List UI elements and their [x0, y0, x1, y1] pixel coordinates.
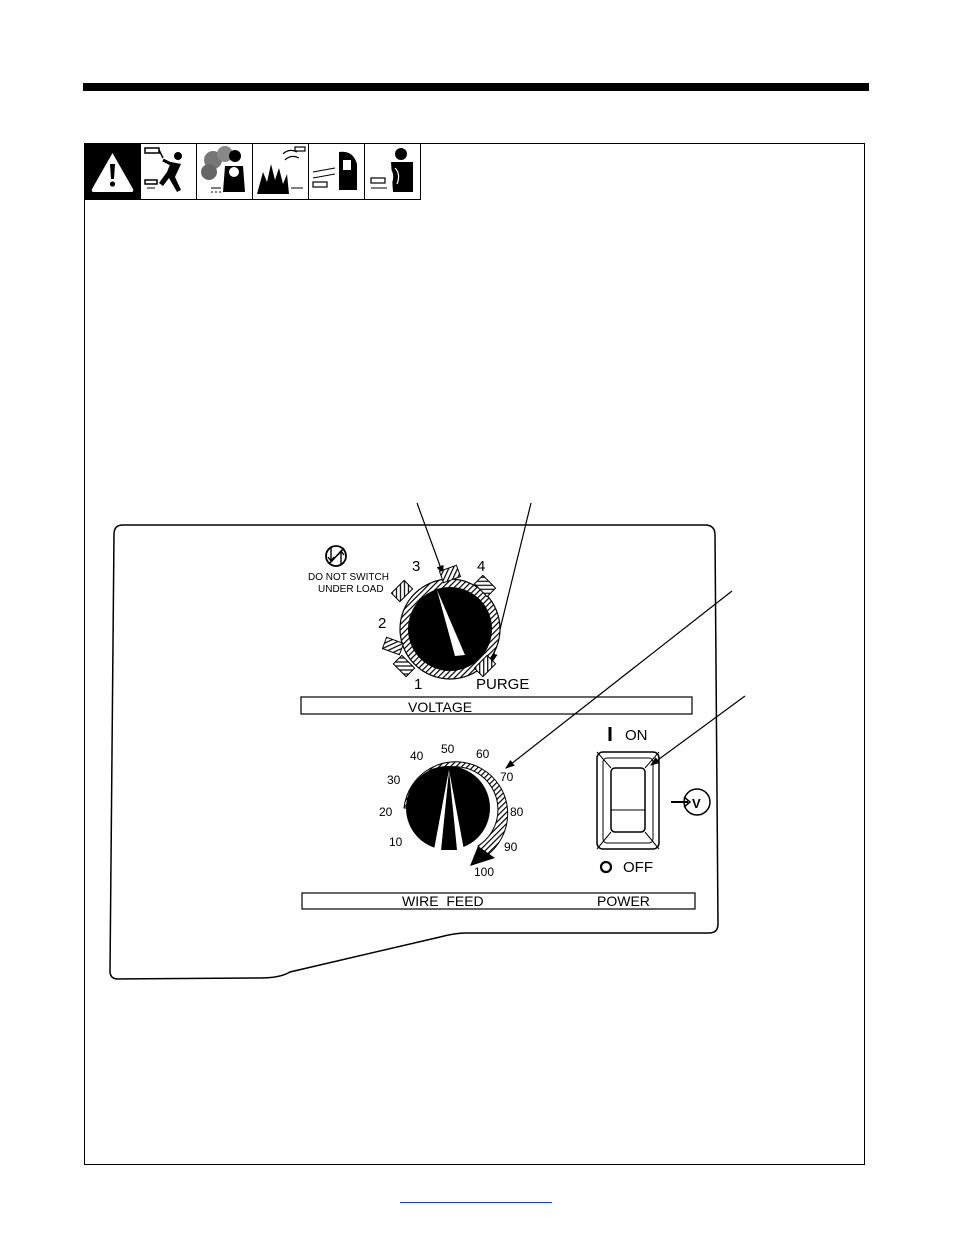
voltage-tick-3: 3: [412, 558, 421, 575]
voltage-tick-4: 4: [477, 558, 486, 575]
voltage-selector-knob[interactable]: [382, 565, 500, 679]
wire-feed-tick-30: 30: [387, 773, 401, 787]
off-symbol: [601, 862, 611, 872]
wire-feed-tick-80: 80: [510, 805, 524, 819]
wire-feed-tick-70: 70: [500, 770, 514, 784]
footer-link[interactable]: [400, 1190, 552, 1203]
voltage-tick-purge: PURGE: [476, 676, 530, 693]
callout-voltage-knob: [417, 503, 443, 574]
wire-feed-tick-20: 20: [379, 805, 393, 819]
do-not-switch-icon: [326, 546, 346, 566]
on-label: ON: [625, 727, 648, 744]
wire-feed-tick-50: 50: [441, 742, 455, 756]
voltage-label: VOLTAGE: [408, 699, 473, 715]
power-label: POWER: [597, 893, 650, 909]
voltage-tick-2: 2: [378, 615, 387, 632]
off-label: OFF: [623, 859, 653, 876]
wire-feed-tick-90: 90: [504, 840, 518, 854]
voltmeter-icon: [671, 789, 710, 815]
wire-feed-dial[interactable]: [404, 762, 508, 866]
voltmeter-symbol: V: [692, 796, 701, 811]
wire-feed-tick-60: 60: [476, 747, 490, 761]
power-rocker-switch[interactable]: [597, 752, 659, 849]
wire-feed-tick-100: 100: [474, 865, 495, 879]
callout-power-switch: [651, 696, 745, 765]
wire-feed-tick-10: 10: [389, 835, 403, 849]
callout-wire-feed: [506, 591, 732, 768]
wire-feed-tick-40: 40: [410, 749, 424, 763]
voltage-tick-1: 1: [414, 676, 423, 693]
voltage-label-box: [301, 697, 692, 714]
warning-note-line2: UNDER LOAD: [318, 584, 384, 595]
warning-note-line1: DO NOT SWITCH: [308, 572, 389, 583]
wire-feed-label: WIRE FEED: [402, 893, 484, 909]
